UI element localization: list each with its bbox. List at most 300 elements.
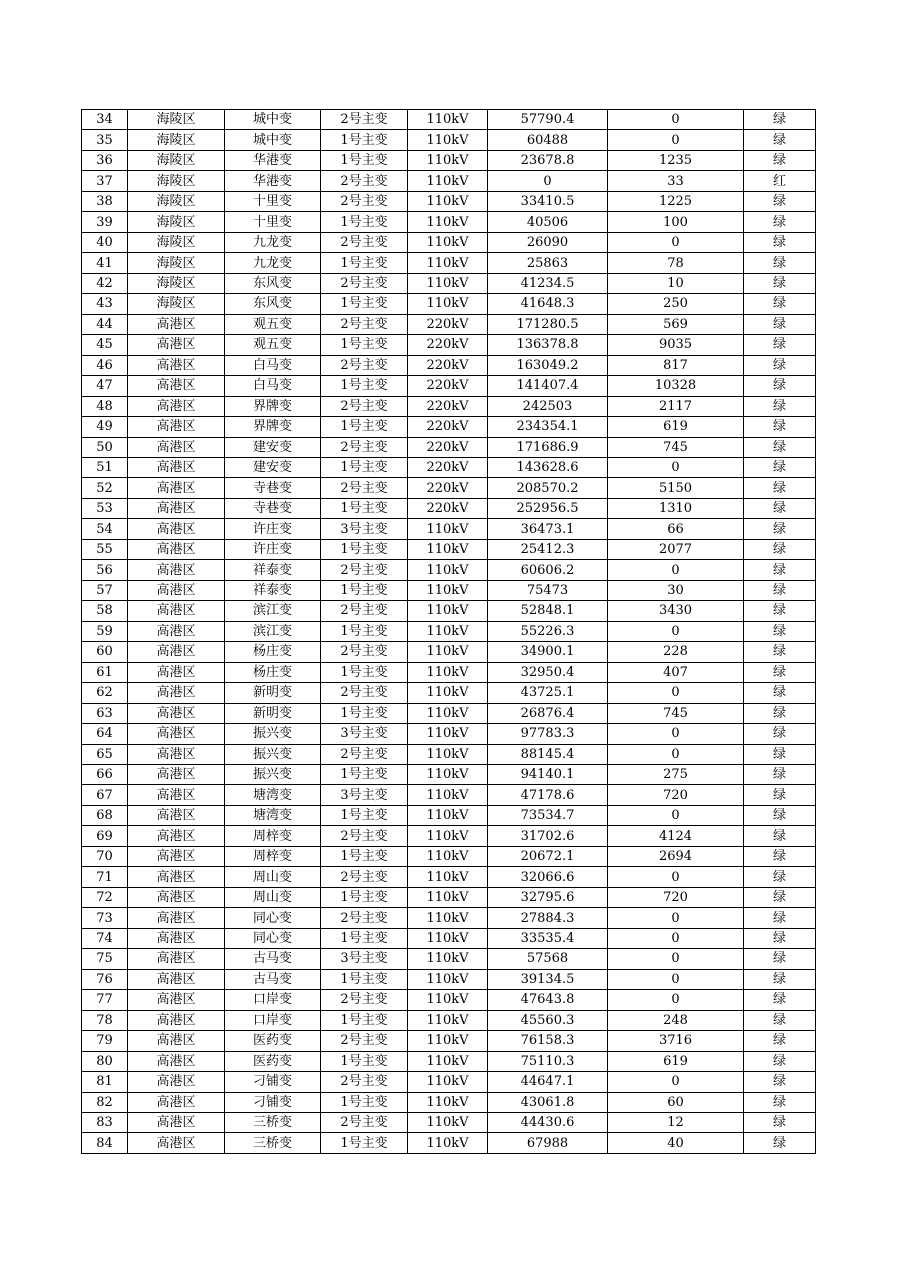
cell-substation: 周梓变 (225, 846, 321, 866)
cell-transformer: 1号主变 (321, 765, 408, 785)
cell-district: 高港区 (128, 498, 225, 518)
cell-substation: 振兴变 (225, 724, 321, 744)
cell-transformer: 1号主变 (321, 662, 408, 682)
cell-status-color: 绿 (744, 785, 816, 805)
cell-substation: 城中变 (225, 130, 321, 150)
cell-district: 海陵区 (128, 110, 225, 130)
cell-status-color: 绿 (744, 110, 816, 130)
cell-load-value: 94140.1 (488, 765, 608, 785)
cell-load-value: 163049.2 (488, 355, 608, 375)
cell-count-value: 3716 (608, 1031, 744, 1051)
cell-status-color: 绿 (744, 560, 816, 580)
table-row (82, 724, 816, 744)
table-row (82, 335, 816, 355)
cell-district: 高港区 (128, 765, 225, 785)
cell-substation: 建安变 (225, 457, 321, 477)
cell-load-value: 43061.8 (488, 1092, 608, 1112)
cell-status-color: 绿 (744, 376, 816, 396)
table-row (82, 846, 816, 866)
table-row (82, 417, 816, 437)
cell-voltage-level: 110kV (408, 765, 488, 785)
cell-count-value: 5150 (608, 478, 744, 498)
cell-voltage-level: 110kV (408, 908, 488, 928)
cell-row-number: 35 (82, 130, 128, 150)
cell-district: 高港区 (128, 826, 225, 846)
cell-count-value: 0 (608, 621, 744, 641)
cell-count-value: 0 (608, 683, 744, 703)
cell-row-number: 48 (82, 396, 128, 416)
cell-row-number: 58 (82, 601, 128, 621)
cell-load-value: 41648.3 (488, 294, 608, 314)
cell-status-color: 绿 (744, 437, 816, 457)
cell-district: 高港区 (128, 949, 225, 969)
cell-district: 高港区 (128, 396, 225, 416)
table-row (82, 990, 816, 1010)
cell-voltage-level: 110kV (408, 887, 488, 907)
cell-status-color: 绿 (744, 396, 816, 416)
cell-load-value: 47178.6 (488, 785, 608, 805)
cell-district: 高港区 (128, 887, 225, 907)
cell-substation: 华港变 (225, 171, 321, 191)
cell-row-number: 76 (82, 969, 128, 989)
cell-district: 高港区 (128, 437, 225, 457)
cell-substation: 东风变 (225, 273, 321, 293)
cell-district: 高港区 (128, 683, 225, 703)
cell-status-color: 绿 (744, 130, 816, 150)
cell-load-value: 41234.5 (488, 273, 608, 293)
table-row (82, 110, 816, 130)
cell-transformer: 1号主变 (321, 212, 408, 232)
cell-transformer: 2号主变 (321, 908, 408, 928)
cell-status-color: 绿 (744, 417, 816, 437)
cell-substation: 十里变 (225, 191, 321, 211)
cell-district: 高港区 (128, 990, 225, 1010)
table-row (82, 949, 816, 969)
cell-status-color: 绿 (744, 580, 816, 600)
cell-district: 高港区 (128, 908, 225, 928)
cell-status-color: 绿 (744, 683, 816, 703)
cell-transformer: 1号主变 (321, 1092, 408, 1112)
transformer-table (81, 109, 816, 1154)
cell-status-color: 绿 (744, 273, 816, 293)
cell-status-color: 绿 (744, 232, 816, 252)
cell-status-color: 绿 (744, 724, 816, 744)
cell-district: 高港区 (128, 314, 225, 334)
cell-voltage-level: 110kV (408, 1092, 488, 1112)
cell-count-value: 10 (608, 273, 744, 293)
cell-voltage-level: 110kV (408, 539, 488, 559)
cell-voltage-level: 220kV (408, 457, 488, 477)
cell-count-value: 3430 (608, 601, 744, 621)
cell-count-value: 619 (608, 1051, 744, 1071)
cell-voltage-level: 110kV (408, 191, 488, 211)
cell-load-value: 36473.1 (488, 519, 608, 539)
cell-load-value: 33410.5 (488, 191, 608, 211)
cell-load-value: 23678.8 (488, 150, 608, 170)
cell-load-value: 47643.8 (488, 990, 608, 1010)
cell-count-value: 407 (608, 662, 744, 682)
cell-transformer: 2号主变 (321, 683, 408, 703)
cell-status-color: 绿 (744, 744, 816, 764)
cell-voltage-level: 110kV (408, 1112, 488, 1132)
cell-load-value: 73534.7 (488, 805, 608, 825)
cell-row-number: 78 (82, 1010, 128, 1030)
table-row (82, 867, 816, 887)
cell-load-value: 171686.9 (488, 437, 608, 457)
cell-district: 高港区 (128, 662, 225, 682)
cell-count-value: 228 (608, 642, 744, 662)
cell-count-value: 0 (608, 110, 744, 130)
table-row (82, 1072, 816, 1092)
cell-voltage-level: 110kV (408, 212, 488, 232)
cell-transformer: 1号主变 (321, 457, 408, 477)
table-row (82, 294, 816, 314)
cell-count-value: 0 (608, 928, 744, 948)
cell-count-value: 817 (608, 355, 744, 375)
table-row (82, 478, 816, 498)
cell-district: 高港区 (128, 1072, 225, 1092)
cell-transformer: 2号主变 (321, 110, 408, 130)
cell-substation: 滨江变 (225, 601, 321, 621)
cell-row-number: 51 (82, 457, 128, 477)
table-row (82, 273, 816, 293)
cell-status-color: 绿 (744, 846, 816, 866)
cell-count-value: 745 (608, 703, 744, 723)
cell-district: 高港区 (128, 1031, 225, 1051)
cell-voltage-level: 110kV (408, 580, 488, 600)
cell-status-color: 绿 (744, 969, 816, 989)
cell-substation: 滨江变 (225, 621, 321, 641)
cell-district: 高港区 (128, 601, 225, 621)
cell-district: 高港区 (128, 478, 225, 498)
cell-district: 高港区 (128, 457, 225, 477)
cell-substation: 振兴变 (225, 765, 321, 785)
cell-count-value: 0 (608, 949, 744, 969)
cell-row-number: 81 (82, 1072, 128, 1092)
cell-count-value: 10328 (608, 376, 744, 396)
cell-voltage-level: 110kV (408, 805, 488, 825)
cell-row-number: 65 (82, 744, 128, 764)
cell-district: 海陵区 (128, 191, 225, 211)
cell-district: 高港区 (128, 621, 225, 641)
cell-voltage-level: 220kV (408, 417, 488, 437)
cell-substation: 界牌变 (225, 396, 321, 416)
cell-row-number: 38 (82, 191, 128, 211)
cell-voltage-level: 110kV (408, 949, 488, 969)
cell-substation: 界牌变 (225, 417, 321, 437)
cell-row-number: 84 (82, 1133, 128, 1153)
cell-count-value: 720 (608, 785, 744, 805)
cell-transformer: 2号主变 (321, 1031, 408, 1051)
cell-count-value: 619 (608, 417, 744, 437)
cell-load-value: 60606.2 (488, 560, 608, 580)
cell-row-number: 44 (82, 314, 128, 334)
cell-load-value: 67988 (488, 1133, 608, 1153)
cell-count-value: 745 (608, 437, 744, 457)
cell-row-number: 70 (82, 846, 128, 866)
cell-transformer: 2号主变 (321, 314, 408, 334)
cell-row-number: 72 (82, 887, 128, 907)
cell-count-value: 100 (608, 212, 744, 232)
cell-district: 海陵区 (128, 294, 225, 314)
cell-load-value: 88145.4 (488, 744, 608, 764)
cell-voltage-level: 220kV (408, 314, 488, 334)
cell-voltage-level: 110kV (408, 601, 488, 621)
cell-transformer: 1号主变 (321, 580, 408, 600)
cell-district: 高港区 (128, 724, 225, 744)
cell-voltage-level: 110kV (408, 969, 488, 989)
cell-substation: 古马变 (225, 969, 321, 989)
cell-voltage-level: 110kV (408, 703, 488, 723)
cell-voltage-level: 110kV (408, 130, 488, 150)
cell-load-value: 57790.4 (488, 110, 608, 130)
cell-status-color: 绿 (744, 478, 816, 498)
cell-row-number: 47 (82, 376, 128, 396)
cell-count-value: 1225 (608, 191, 744, 211)
cell-count-value: 0 (608, 969, 744, 989)
cell-row-number: 74 (82, 928, 128, 948)
cell-count-value: 33 (608, 171, 744, 191)
cell-row-number: 68 (82, 805, 128, 825)
cell-status-color: 绿 (744, 949, 816, 969)
cell-substation: 杨庄变 (225, 662, 321, 682)
cell-voltage-level: 220kV (408, 478, 488, 498)
cell-transformer: 3号主变 (321, 949, 408, 969)
cell-load-value: 25412.3 (488, 539, 608, 559)
cell-district: 海陵区 (128, 212, 225, 232)
cell-voltage-level: 110kV (408, 150, 488, 170)
cell-count-value: 9035 (608, 335, 744, 355)
cell-district: 高港区 (128, 539, 225, 559)
cell-load-value: 76158.3 (488, 1031, 608, 1051)
cell-status-color: 绿 (744, 765, 816, 785)
cell-row-number: 39 (82, 212, 128, 232)
table-row (82, 642, 816, 662)
cell-voltage-level: 110kV (408, 1072, 488, 1092)
cell-district: 高港区 (128, 580, 225, 600)
cell-substation: 新明变 (225, 703, 321, 723)
cell-voltage-level: 110kV (408, 519, 488, 539)
cell-district: 高港区 (128, 519, 225, 539)
cell-substation: 观五变 (225, 335, 321, 355)
cell-transformer: 1号主变 (321, 498, 408, 518)
cell-count-value: 2117 (608, 396, 744, 416)
cell-substation: 华港变 (225, 150, 321, 170)
cell-load-value: 252956.5 (488, 498, 608, 518)
cell-row-number: 63 (82, 703, 128, 723)
table-row (82, 765, 816, 785)
cell-transformer: 1号主变 (321, 928, 408, 948)
cell-status-color: 绿 (744, 887, 816, 907)
cell-substation: 周山变 (225, 867, 321, 887)
cell-transformer: 1号主变 (321, 130, 408, 150)
cell-substation: 口岸变 (225, 1010, 321, 1030)
cell-district: 高港区 (128, 846, 225, 866)
cell-voltage-level: 110kV (408, 171, 488, 191)
cell-count-value: 1235 (608, 150, 744, 170)
cell-load-value: 20672.1 (488, 846, 608, 866)
cell-row-number: 50 (82, 437, 128, 457)
cell-district: 海陵区 (128, 150, 225, 170)
cell-status-color: 绿 (744, 990, 816, 1010)
cell-substation: 城中变 (225, 110, 321, 130)
cell-row-number: 53 (82, 498, 128, 518)
table-row (82, 1031, 816, 1051)
cell-transformer: 1号主变 (321, 294, 408, 314)
cell-voltage-level: 110kV (408, 253, 488, 273)
cell-row-number: 83 (82, 1112, 128, 1132)
cell-voltage-level: 110kV (408, 826, 488, 846)
cell-district: 高港区 (128, 969, 225, 989)
cell-substation: 三桥变 (225, 1112, 321, 1132)
cell-row-number: 67 (82, 785, 128, 805)
cell-load-value: 57568 (488, 949, 608, 969)
table-row (82, 744, 816, 764)
table-row (82, 662, 816, 682)
table-row (82, 253, 816, 273)
cell-transformer: 1号主变 (321, 703, 408, 723)
cell-count-value: 0 (608, 744, 744, 764)
cell-transformer: 1号主变 (321, 805, 408, 825)
table-row (82, 1010, 816, 1030)
cell-row-number: 55 (82, 539, 128, 559)
cell-status-color: 绿 (744, 253, 816, 273)
cell-district: 高港区 (128, 376, 225, 396)
cell-transformer: 2号主变 (321, 642, 408, 662)
cell-transformer: 2号主变 (321, 273, 408, 293)
cell-transformer: 1号主变 (321, 621, 408, 641)
cell-row-number: 71 (82, 867, 128, 887)
cell-substation: 九龙变 (225, 232, 321, 252)
cell-row-number: 49 (82, 417, 128, 437)
cell-load-value: 141407.4 (488, 376, 608, 396)
cell-district: 高港区 (128, 928, 225, 948)
cell-row-number: 73 (82, 908, 128, 928)
cell-voltage-level: 220kV (408, 437, 488, 457)
cell-status-color: 红 (744, 171, 816, 191)
cell-transformer: 3号主变 (321, 785, 408, 805)
cell-district: 高港区 (128, 744, 225, 764)
cell-transformer: 2号主变 (321, 396, 408, 416)
cell-load-value: 0 (488, 171, 608, 191)
table-row (82, 396, 816, 416)
cell-load-value: 26090 (488, 232, 608, 252)
cell-count-value: 2077 (608, 539, 744, 559)
cell-substation: 许庄变 (225, 519, 321, 539)
cell-row-number: 62 (82, 683, 128, 703)
cell-substation: 周梓变 (225, 826, 321, 846)
cell-district: 海陵区 (128, 253, 225, 273)
table-row (82, 1092, 816, 1112)
cell-load-value: 143628.6 (488, 457, 608, 477)
cell-status-color: 绿 (744, 294, 816, 314)
cell-status-color: 绿 (744, 191, 816, 211)
table-row (82, 376, 816, 396)
cell-transformer: 1号主变 (321, 150, 408, 170)
cell-substation: 许庄变 (225, 539, 321, 559)
cell-transformer: 2号主变 (321, 1112, 408, 1132)
table-row (82, 150, 816, 170)
cell-substation: 祥泰变 (225, 560, 321, 580)
cell-district: 海陵区 (128, 130, 225, 150)
cell-voltage-level: 110kV (408, 1031, 488, 1051)
cell-status-color: 绿 (744, 1133, 816, 1153)
table-row (82, 1051, 816, 1071)
cell-load-value: 26876.4 (488, 703, 608, 723)
cell-load-value: 33535.4 (488, 928, 608, 948)
cell-row-number: 46 (82, 355, 128, 375)
cell-load-value: 32066.6 (488, 867, 608, 887)
cell-transformer: 1号主变 (321, 887, 408, 907)
cell-voltage-level: 110kV (408, 683, 488, 703)
cell-count-value: 4124 (608, 826, 744, 846)
cell-district: 高港区 (128, 1112, 225, 1132)
cell-load-value: 45560.3 (488, 1010, 608, 1030)
cell-load-value: 25863 (488, 253, 608, 273)
cell-row-number: 80 (82, 1051, 128, 1071)
cell-row-number: 60 (82, 642, 128, 662)
cell-count-value: 12 (608, 1112, 744, 1132)
cell-district: 高港区 (128, 560, 225, 580)
table-row (82, 887, 816, 907)
cell-status-color: 绿 (744, 1010, 816, 1030)
cell-voltage-level: 110kV (408, 294, 488, 314)
cell-transformer: 2号主变 (321, 601, 408, 621)
cell-voltage-level: 110kV (408, 724, 488, 744)
cell-load-value: 43725.1 (488, 683, 608, 703)
cell-load-value: 32950.4 (488, 662, 608, 682)
cell-status-color: 绿 (744, 498, 816, 518)
cell-load-value: 55226.3 (488, 621, 608, 641)
cell-district: 高港区 (128, 785, 225, 805)
cell-status-color: 绿 (744, 1072, 816, 1092)
cell-voltage-level: 110kV (408, 662, 488, 682)
cell-substation: 口岸变 (225, 990, 321, 1010)
table-row (82, 457, 816, 477)
table-row (82, 1133, 816, 1153)
cell-district: 高港区 (128, 642, 225, 662)
cell-status-color: 绿 (744, 335, 816, 355)
cell-substation: 医药变 (225, 1051, 321, 1071)
cell-row-number: 45 (82, 335, 128, 355)
cell-row-number: 54 (82, 519, 128, 539)
cell-count-value: 0 (608, 1072, 744, 1092)
cell-status-color: 绿 (744, 826, 816, 846)
cell-count-value: 569 (608, 314, 744, 334)
table-row (82, 805, 816, 825)
cell-substation: 白马变 (225, 376, 321, 396)
cell-status-color: 绿 (744, 1092, 816, 1112)
cell-row-number: 36 (82, 150, 128, 170)
cell-row-number: 40 (82, 232, 128, 252)
cell-transformer: 1号主变 (321, 846, 408, 866)
cell-status-color: 绿 (744, 457, 816, 477)
cell-load-value: 171280.5 (488, 314, 608, 334)
cell-status-color: 绿 (744, 621, 816, 641)
cell-count-value: 60 (608, 1092, 744, 1112)
cell-substation: 寺巷变 (225, 498, 321, 518)
cell-count-value: 0 (608, 908, 744, 928)
cell-load-value: 44647.1 (488, 1072, 608, 1092)
cell-district: 高港区 (128, 417, 225, 437)
cell-load-value: 234354.1 (488, 417, 608, 437)
cell-transformer: 1号主变 (321, 1010, 408, 1030)
table-row (82, 683, 816, 703)
cell-row-number: 57 (82, 580, 128, 600)
cell-substation: 九龙变 (225, 253, 321, 273)
cell-load-value: 32795.6 (488, 887, 608, 907)
table-row (82, 519, 816, 539)
